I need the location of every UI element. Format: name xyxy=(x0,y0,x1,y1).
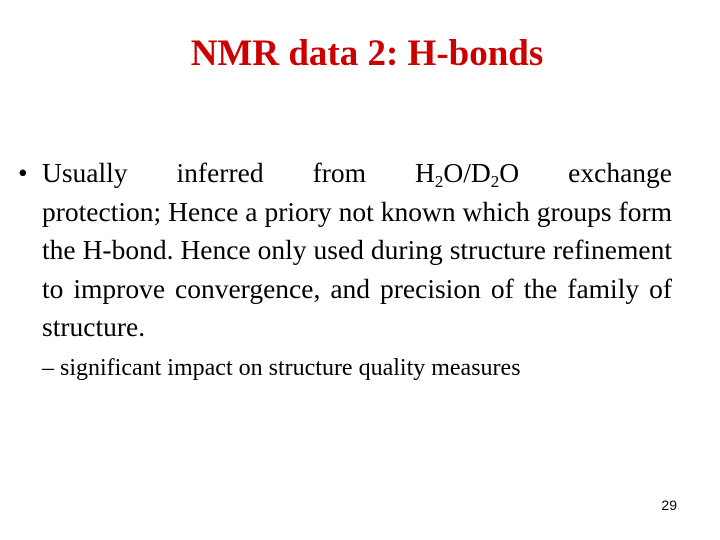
page-number: 29 xyxy=(661,497,677,513)
chemical-formula xyxy=(415,154,519,193)
word-usually: Usually xyxy=(42,157,128,188)
formula-o-slash-d: O/D xyxy=(443,157,491,188)
formula-h: H xyxy=(415,157,435,188)
slide-title: NMR data 2: H-bonds xyxy=(190,33,544,74)
bullet-item xyxy=(18,154,672,347)
word-from: from xyxy=(312,157,367,188)
bullet-first-line xyxy=(42,154,672,193)
word-exchange: exchange xyxy=(568,157,672,188)
bullet-marker: • xyxy=(18,157,28,188)
formula-h-subscript: 2 xyxy=(434,171,444,191)
word-inferred: inferred xyxy=(176,157,264,188)
slide-body xyxy=(18,154,672,347)
bullet-rest-text: protection; Hence a priory not known which groups form the H-bond. Hence only used during structure refinement to improve convergence, and precision of the family of structure. xyxy=(42,195,672,342)
formula-d-subscript: 2 xyxy=(490,171,500,191)
sub-bullet-item: – significant impact on structure quality measures xyxy=(42,355,521,381)
formula-o: O xyxy=(499,157,520,188)
